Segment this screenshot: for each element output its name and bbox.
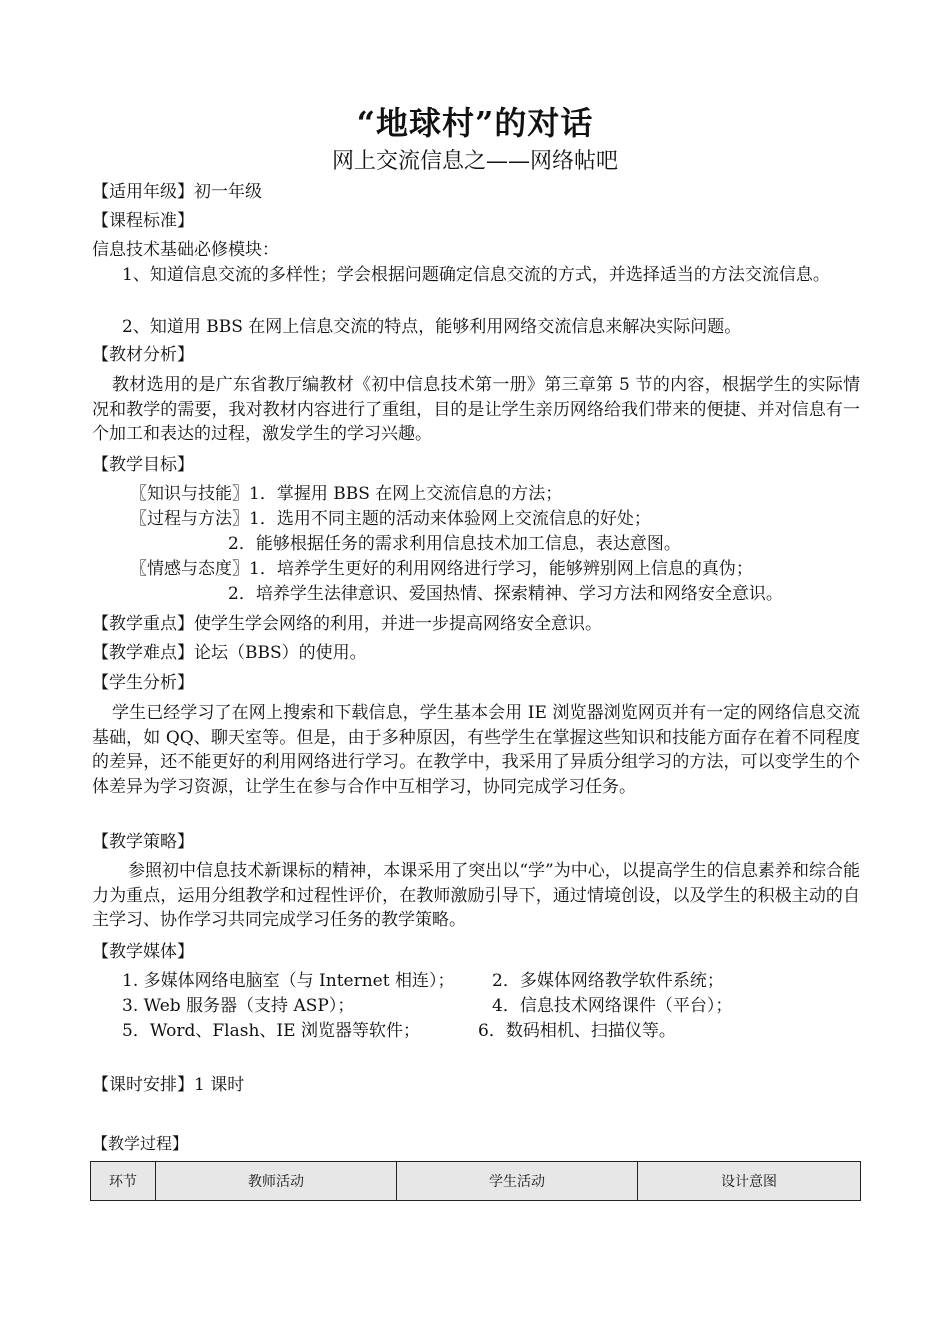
column-header-teacher: 教师活动 (156, 1162, 397, 1201)
goals-heading: 【教学目标】 (92, 455, 194, 475)
media-item-4: 4．信息技术网络课件（平台）； (492, 996, 733, 1016)
students-text: 学生已经学习了在网上搜索和下载信息，学生基本会用 IE 浏览器浏览网页并有一定的网络信息交流基础，如 QQ、聊天室等。但是，由于多种原因，有些学生在掌握这些知识和技能方面存在着不同程度的差异，还不能更好的利用网络进行学习。在教学中，我采用了异质分组学习的方法，可以变学生的个体差异为学习资源，让学生在参与合作中互相学习，协同完成学习任务。 (92, 703, 860, 797)
media-item-6: 6．数码相机、扫描仪等。 (478, 1021, 676, 1041)
curriculum-item-1: 1、知道信息交流的多样性；学会根据问题确定信息交流的方式，并选择适当的方法交流信息。 (122, 265, 830, 285)
column-header-student: 学生活动 (397, 1162, 638, 1201)
media-heading: 【教学媒体】 (92, 942, 194, 962)
strategy-text: 参照初中信息技术新课标的精神，本课采用了突出以“学”为中心，以提高学生的信息素养和综合能力为重点，运用分组教学和过程性评价，在教师激励引导下，通过情境创设，以及学生的积极主动的自主学习、协作学习共同完成学习任务的教学策略。 (92, 861, 860, 930)
schedule-value: 1 课时 (194, 1075, 245, 1095)
grade-label: 【适用年级】 (92, 182, 194, 202)
grade-line (92, 180, 862, 204)
grade-value: 初一年级 (194, 182, 262, 202)
curriculum-heading: 【课程标准】 (92, 211, 194, 231)
document-title: “地球村”的对话 (356, 104, 594, 142)
document-subtitle: 网上交流信息之——网络帖吧 (331, 149, 618, 174)
goal-process-2: 2．能够根据任务的需求利用信息技术加工信息，表达意图。 (228, 534, 681, 554)
materials-text: 教材选用的是广东省教厅编教材《初中信息技术第一册》第三章第 5 节的内容，根据学生的实际情况和教学的需要，我对教材内容进行了重组，目的是让学生亲历网络给我们带来的便捷、并对信息有一个加工和表达的过程，激发学生的学习兴趣。 (92, 375, 860, 444)
process-table (90, 1161, 861, 1201)
strategy-heading: 【教学策略】 (92, 832, 194, 852)
curriculum-intro: 信息技术基础必修模块： (92, 240, 279, 260)
goal-process-1: 〖过程与方法〗1．选用不同主题的活动来体验网上交流信息的好处； (130, 509, 651, 529)
focus-label: 【教学重点】 (92, 614, 194, 634)
difficulty-label: 【教学难点】 (92, 643, 194, 663)
media-item-1: 1. 多媒体网络电脑室（与 Internet 相连）； (122, 971, 455, 991)
students-heading: 【学生分析】 (92, 673, 194, 693)
focus-line (92, 612, 862, 636)
goal-emotion-1: 〖情感与态度〗1．培养学生更好的利用网络进行学习，能够辨别网上信息的真伪； (130, 559, 753, 579)
materials-heading: 【教材分析】 (92, 345, 194, 365)
column-header-stage: 环节 (91, 1162, 156, 1201)
column-header-intent: 设计意图 (638, 1162, 861, 1201)
media-item-5: 5．Word、Flash、IE 浏览器等软件； (122, 1021, 420, 1041)
curriculum-item-2: 2、知道用 BBS 在网上信息交流的特点，能够利用网络交流信息来解决实际问题。 (122, 317, 742, 337)
process-heading: 【教学过程】 (92, 1134, 189, 1153)
difficulty-line (92, 641, 862, 665)
difficulty-value: 论坛（BBS）的使用。 (194, 643, 367, 663)
process-table-header (91, 1162, 861, 1201)
schedule-label: 【课时安排】 (92, 1075, 194, 1095)
goal-knowledge-1: 〖知识与技能〗1．掌握用 BBS 在网上交流信息的方法； (130, 484, 563, 504)
media-item-2: 2．多媒体网络教学软件系统； (492, 971, 724, 991)
goal-emotion-2: 2．培养学生法律意识、爱国热情、探索精神、学习方法和网络安全意识。 (228, 584, 783, 604)
focus-value: 使学生学会网络的利用，并进一步提高网络安全意识。 (194, 614, 602, 634)
media-item-3: 3. Web 服务器（支持 ASP）； (122, 996, 355, 1016)
schedule-line (92, 1073, 862, 1097)
